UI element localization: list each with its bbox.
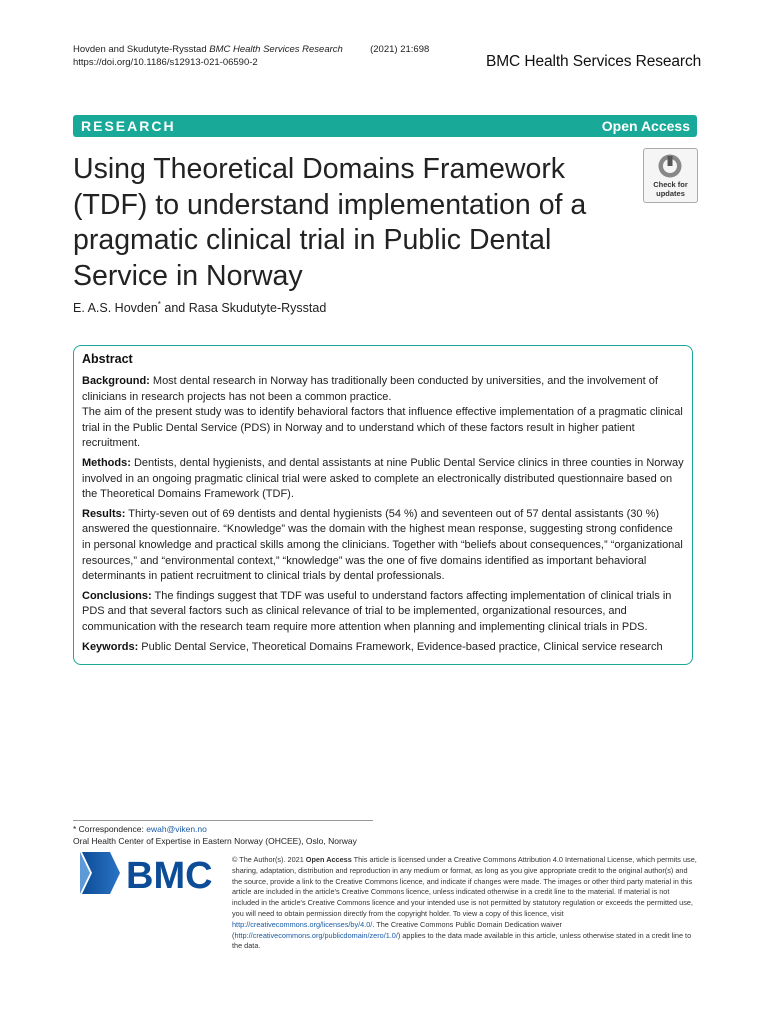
keywords-text: Public Dental Service, Theoretical Domains Framework, Evidence-based practice, Clinical service research [138, 640, 663, 653]
citation-line [73, 43, 429, 56]
affiliation: Oral Health Center of Expertise in Eastern Norway (OHCEE), Oslo, Norway [73, 836, 357, 846]
open-access-label: Open Access [601, 118, 690, 134]
license-text [232, 855, 697, 952]
methods-label: Methods: [82, 456, 131, 469]
license-waiver: . The Creative Commons Public Domain Dedication waiver ( [232, 919, 562, 940]
conclusions-text: The findings suggest that TDF was useful to understand factors affecting implementation of clinical trials in PDS and that several factors such as clinical relevance of trial to be implemented, organizational resources, and communication with the research team require more attention when planning and implementing clinical trials in PDS. [82, 589, 672, 633]
background-text: Most dental research in Norway has traditionally been conducted by universities, and the involvement of clinicians in research projects has not been a common practice. [82, 375, 658, 403]
badge-text-line2: updates [656, 188, 685, 198]
license-link-zero[interactable]: http://creativecommons.org/publicdomain/zero/1.0/ [234, 930, 398, 940]
keywords-label: Keywords: [82, 640, 139, 653]
background-aim-text: The aim of the present study was to identify behavioral factors that influence effective implementation of a pragmatic clinical trial in the Public Dental Service (PDS) in Norway and to understand which of these factors result in higher patient recruitment. [82, 406, 683, 450]
conclusions-paragraph [82, 589, 684, 636]
methods-paragraph [82, 456, 684, 503]
background-label: Background: [82, 375, 150, 387]
citation-journal: BMC Health Services Research [209, 44, 343, 55]
section-label: RESEARCH [81, 118, 176, 134]
correspondence-email[interactable]: ewah@viken.no [146, 824, 207, 834]
license-body: This article is licensed under a Creative Commons Attribution 4.0 International License, which permits use, sharing, adaptation, distribution and reproduction in any medium or format, as long as you give appropriate credit to the original author(s) and the source, provide a link to the Creative Commons licence, and indicate if changes were made. The images or other third party material in this article are included in the article's Creative Commons licence, unless indicated otherwise in a credit line to the material. If material is not included in the article's Creative Commons licence and your intended use is not permitted by statutory regulation or exceeds the permitted use, you will need to obtain permission directly from the copyright holder. To view a copy of this licence, visit [232, 855, 697, 918]
correspondence-footnote [73, 823, 357, 847]
methods-text: Dentists, dental hygienists, and dental assistants at nine Public Dental Service clinics in three counties in Norway involved in an ongoing pragmatic clinical trial were asked to complete an electronically distributed questionnaire based on the Theoretical Domains Framework (TDF). [82, 456, 684, 501]
keywords-paragraph [82, 640, 684, 656]
results-label: Results: [82, 507, 126, 520]
article-title: Using Theoretical Domains Framework (TDF) to understand implementation of a pragmatic clinical trial in Public Dental Service in Norway [73, 153, 587, 292]
license-end: ) applies to the data made available in this article, unless otherwise stated in a credit line to the data. [232, 930, 692, 951]
footnote-divider [73, 820, 373, 821]
bmc-logo [80, 848, 218, 898]
abstract-box [73, 345, 693, 665]
author-list [73, 300, 326, 315]
correspondence-label: * Correspondence: [73, 824, 147, 834]
results-paragraph [82, 507, 684, 585]
author-1[interactable]: E. A.S. Hovden [73, 301, 158, 316]
license-link-by[interactable]: http://creativecommons.org/licenses/by/4.0/ [232, 919, 373, 929]
bmc-logo-text: BMC [126, 855, 213, 897]
license-copyright: © The Author(s). 2021 [232, 855, 306, 864]
abstract-heading: Abstract [82, 352, 133, 366]
license-open-access: Open Access [305, 855, 352, 864]
citation-authors: Hovden and Skudutyte-Rysstad [73, 44, 207, 55]
author-rest[interactable]: and Rasa Skudutyte-Rysstad [160, 301, 327, 316]
badge-text-line1: Check for [653, 180, 688, 189]
doi-link[interactable]: https://doi.org/10.1186/s12913-021-06590-2 [73, 57, 258, 68]
section-band [73, 115, 697, 137]
check-for-updates-badge[interactable] [643, 148, 698, 203]
results-text: Thirty-seven out of 69 dentists and dental hygienists (54 %) and seventeen out of 57 dental assistants (30 %) answered the questionnaire. “Knowledge” was the domain with the highest mean response, suggesting strong confidence in personal knowledge and practical skills among the clinicians. Together with “beliefs about consequences,” “organizational resources,” and “environmental context,” “knowledge” was the one of five domains identified as important behavioral determinants in patient recruitment to clinical trials by dental professionals. [82, 507, 683, 583]
check-updates-icon [657, 153, 683, 179]
conclusions-label: Conclusions: [82, 589, 152, 602]
citation-year: (2021) 21:698 [370, 44, 430, 55]
background-paragraph [82, 374, 684, 452]
journal-name: BMC Health Services Research [486, 53, 702, 70]
corresponding-mark: * [157, 300, 161, 309]
